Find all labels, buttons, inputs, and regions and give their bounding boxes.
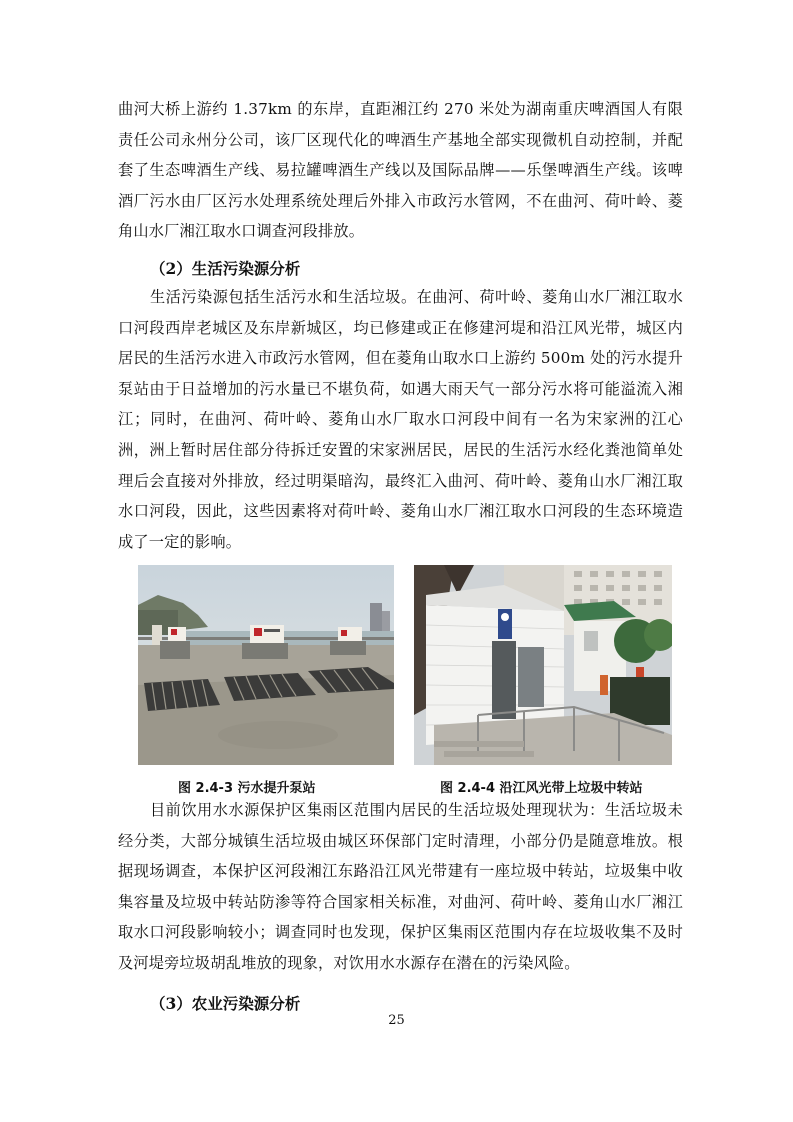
section-heading-agricultural-pollution: （3）农业污染源分析 — [150, 994, 301, 1013]
paragraph-domestic-garbage: 目前饮用水水源保护区集雨区范围内居民的生活垃圾处理现状为：生活垃圾未经分类，大部分城镇生活垃圾由城区环保部门定时清理，小部分仍是随意堆放。根据现场调查，本保护区河段湘江东路沿江风光带建有一座垃圾中转站，垃圾集中收集容量及垃圾中转站防渗等符合国家相关标准，对曲河、荷叶岭、菱角山水厂湘江取水口河段影响较小；调查同时也发现，保护区集雨区范围内存在垃圾收集不及时及河堤旁垃圾胡乱堆放的现象，对饮用水水源存在潜在的污染风险。 — [118, 801, 683, 972]
paragraph-brewery: 曲河大桥上游约 1.37km 的东岸，直距湘江约 270 米处为湖南重庆啤酒国人有限责任公司永州分公司，该厂区现代化的啤酒生产基地全部实现微机自动控制，并配套了生态啤酒生产线、易拉罐啤酒生产线以及国际品牌——乐堡啤酒生产线。该啤酒厂污水由厂区污水处理系统处理后外排入市政污水管网，不在曲河、荷叶岭、菱角山水厂湘江取水口调查河段排放。 — [118, 100, 683, 241]
section-heading-domestic-pollution: （2）生活污染源分析 — [150, 259, 301, 278]
page-number: 25 — [388, 1013, 405, 1028]
figure-caption-left: 图 2.4-3 污水提升泵站 — [178, 781, 316, 796]
photo-sewage-pump-station — [138, 565, 394, 765]
photo-garbage-transfer-station — [414, 565, 672, 765]
paragraph-domestic-pollution: 生活污染源包括生活污水和生活垃圾。在曲河、荷叶岭、菱角山水厂湘江取水口河段西岸老城区及东岸新城区，均已修建或正在修建河堤和沿江风光带，城区内居民的生活污水进入市政污水管网，但在菱角山取水口上游约 500m 处的污水提升泵站由于日益增加的污水量已不堪负荷，如遇大雨天气一部分污水将可能溢流入湘江；同时，在曲河、荷叶岭、菱角山水厂取水口河段中间有一名为宋家洲的江心洲，洲上暂时居住部分待拆迁安置的宋家洲居民，居民的生活污水经化粪池简单处理后会直接对外排放，经过明渠暗沟，最终汇入曲河、荷叶岭、菱角山水厂湘江取水口河段，因此，这些因素将对荷叶岭、菱角山水厂湘江取水口河段的生态环境造成了一定的影响。 — [118, 288, 683, 551]
figure-caption-right: 图 2.4-4 沿江风光带上垃圾中转站 — [440, 781, 643, 796]
